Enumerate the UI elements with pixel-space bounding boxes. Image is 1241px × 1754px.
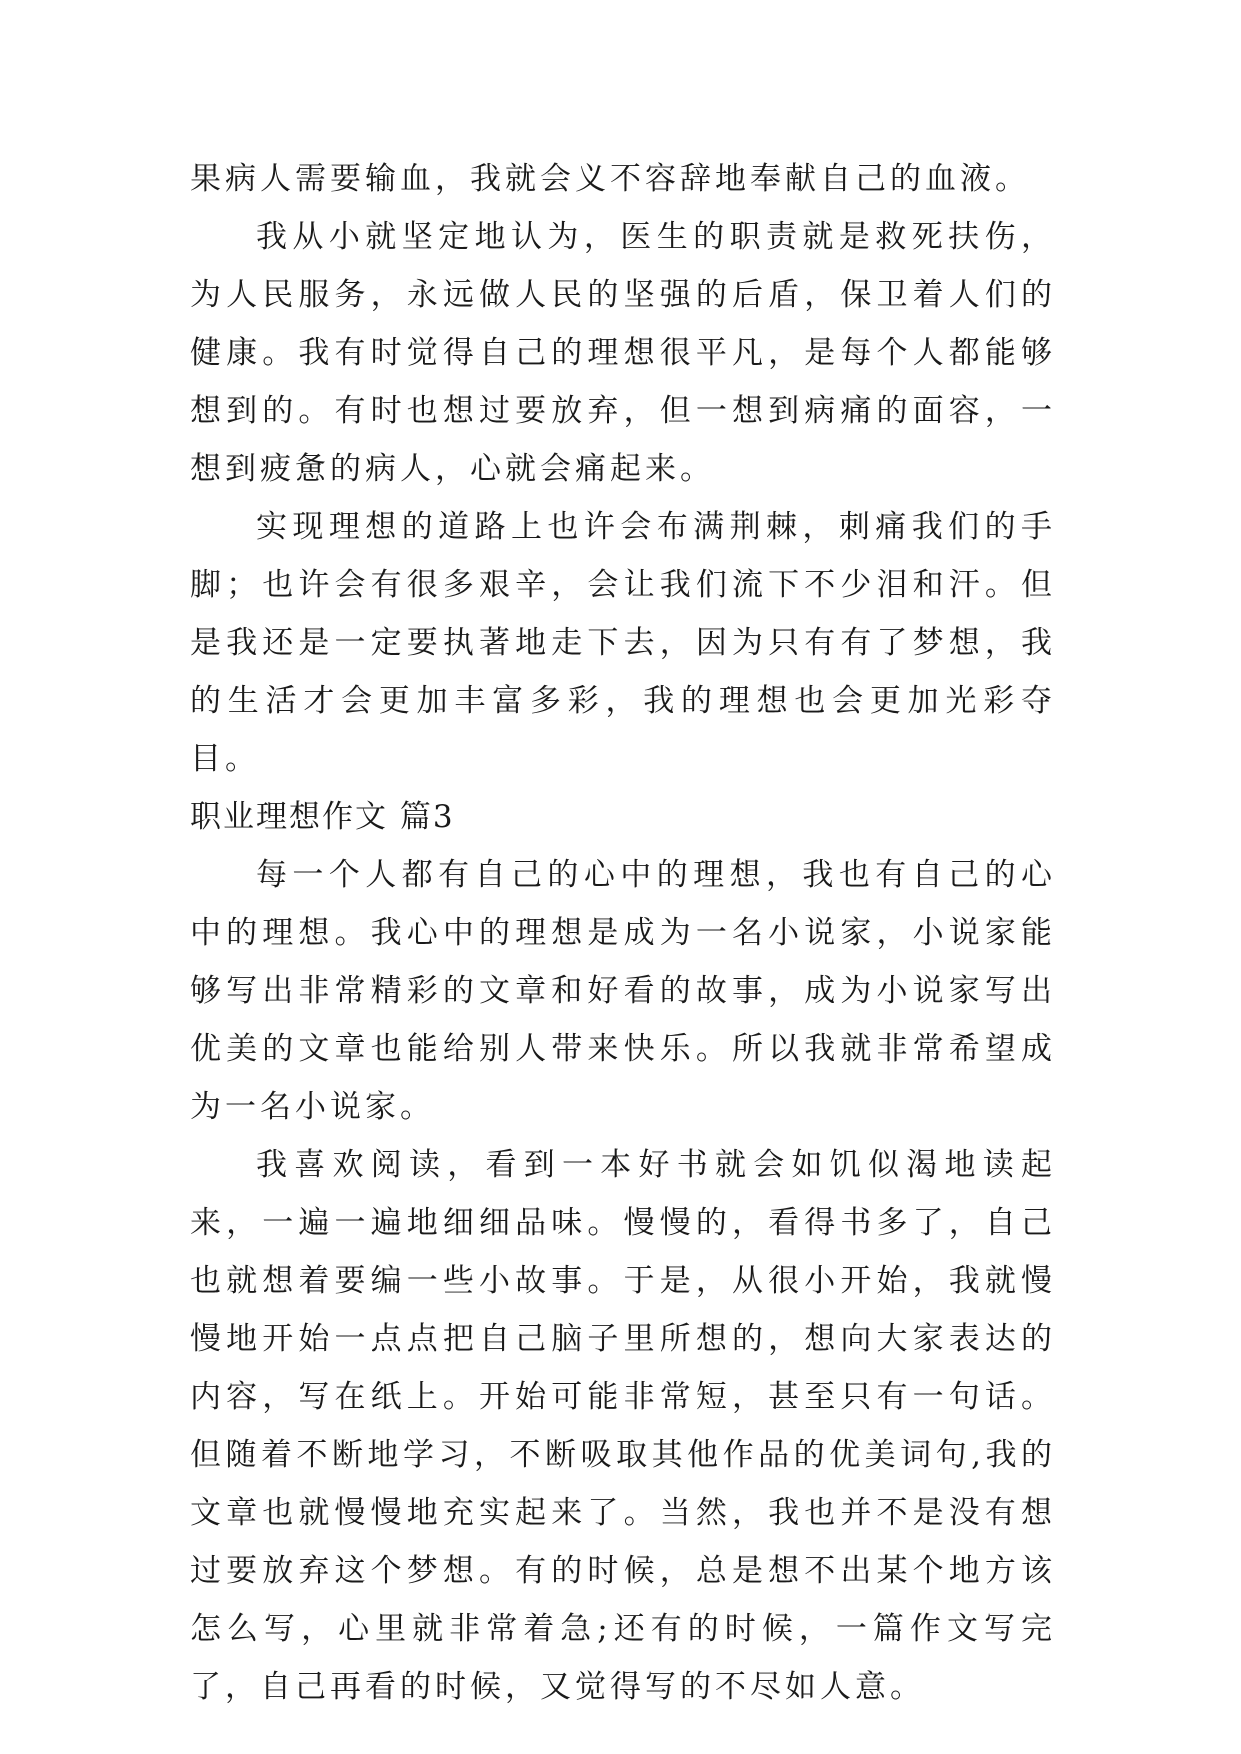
paragraph-doctor-duty: 我从小就坚定地认为，医生的职责就是救死扶伤，为人民服务，永远做人民的坚强的后盾，保卫着人们的健康。我有时觉得自己的理想很平凡，是每个人都能够想到的。有时也想过要放弃，但一想到病痛的面容，一想到疲惫的病人，心就会痛起来。 (190, 219, 1056, 487)
paragraph-continuation: 果病人需要输血，我就会义不容辞地奉献自己的血液。 (190, 161, 1030, 197)
section-heading: 职业理想作文 篇3 (190, 799, 455, 835)
paragraph-reading-writing: 我喜欢阅读，看到一本好书就会如饥似渴地读起来，一遍一遍地细细品味。慢慢的，看得书多了，自己也就想着要编一些小故事。于是，从很小开始，我就慢慢地开始一点点把自己脑子里所想的，想向大家表达的内容，写在纸上。开始可能非常短，甚至只有一句话。但随着不断地学习，不断吸取其他作品的优美词句,我的文章也就慢慢地充实起来了。当然，我也并不是没有想过要放弃这个梦想。有的时候，总是想不出某个地方该怎么写，心里就非常着急;还有的时候，一篇作文写完了，自己再看的时候，又觉得写的不尽如人意。 (190, 1147, 1056, 1705)
document-body (190, 150, 1056, 1716)
paragraph-novelist-ideal: 每一个人都有自己的心中的理想，我也有自己的心中的理想。我心中的理想是成为一名小说家，小说家能够写出非常精彩的文章和好看的故事，成为小说家写出优美的文章也能给别人带来快乐。所以我就非常希望成为一名小说家。 (190, 857, 1056, 1125)
paragraph-ideal-road: 实现理想的道路上也许会布满荆棘，刺痛我们的手脚；也许会有很多艰辛，会让我们流下不少泪和汗。但是我还是一定要执著地走下去，因为只有有了梦想，我的生活才会更加丰富多彩，我的理想也会更加光彩夺目。 (190, 509, 1056, 777)
